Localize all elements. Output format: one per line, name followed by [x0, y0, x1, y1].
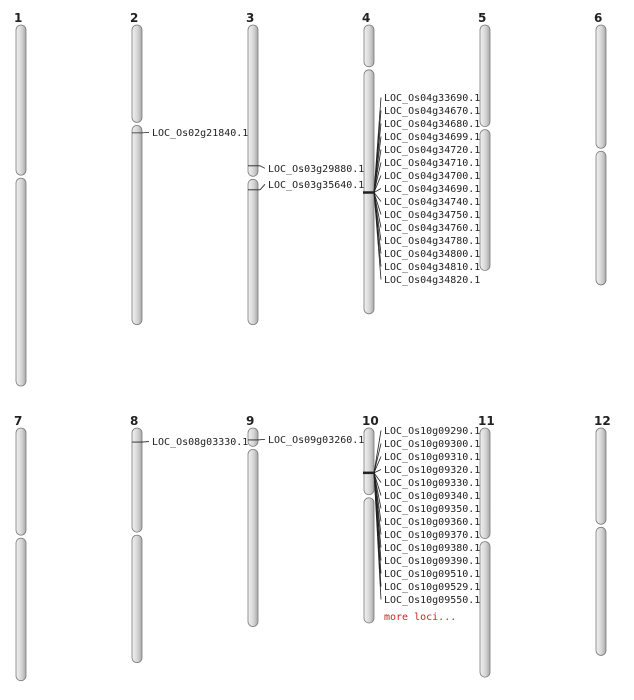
chromosome-p-arm: [480, 25, 490, 127]
chromosome-p-arm: [16, 428, 26, 535]
locus-label: LOC_Os04g34699.1: [384, 132, 481, 143]
chromosome-p-arm: [132, 25, 142, 122]
locus-label: LOC_Os10g09350.1: [384, 504, 481, 515]
locus-label: LOC_Os04g34760.1: [384, 223, 481, 234]
chromosome-3: [246, 11, 364, 325]
chromosome-p-arm: [596, 428, 606, 524]
locus-label: LOC_Os10g09390.1: [384, 556, 481, 567]
locus-label: LOC_Os10g09320.1: [384, 465, 481, 476]
chromosome-p-arm: [248, 428, 258, 446]
chromosome-p-arm: [596, 25, 606, 148]
chromosome-number: 9: [246, 414, 255, 428]
chromosome-q-arm: [480, 130, 490, 271]
locus-label: LOC_Os04g34740.1: [384, 197, 481, 208]
locus-label: LOC_Os10g09300.1: [384, 439, 481, 450]
chromosome-number: 3: [246, 11, 255, 25]
chromosome-q-arm: [132, 125, 142, 324]
more-loci-link[interactable]: more loci...: [384, 612, 457, 623]
locus-label: LOC_Os10g09330.1: [384, 478, 481, 489]
chromosome-12: [594, 414, 611, 655]
chromosome-p-arm: [364, 428, 374, 495]
chromosome-p-arm: [364, 25, 374, 67]
locus-label: LOC_Os09g03260.1: [268, 434, 365, 446]
chromosome-number: 7: [14, 414, 23, 428]
chromosome-7: [14, 414, 26, 681]
chromosome-2: [130, 11, 248, 325]
chromosome-number: 10: [362, 414, 379, 428]
locus-label: LOC_Os10g09360.1: [384, 517, 481, 528]
locus-label: LOC_Os04g34700.1: [384, 171, 481, 182]
locus-label: LOC_Os04g34670.1: [384, 106, 481, 117]
chromosome-number: 1: [14, 11, 23, 25]
locus-label: LOC_Os04g33690.1: [384, 93, 481, 104]
locus-label: LOC_Os10g09340.1: [384, 491, 481, 502]
chromosome-1: [14, 11, 26, 386]
locus-label: LOC_Os10g09380.1: [384, 543, 481, 554]
locus-label: LOC_Os04g34720.1: [384, 145, 481, 156]
chromosome-q-arm: [248, 179, 258, 324]
locus-label: LOC_Os02g21840.1: [152, 127, 249, 139]
chromosome-8: [130, 414, 248, 663]
locus-label: LOC_Os04g34750.1: [384, 210, 481, 221]
chromosome-q-arm: [132, 535, 142, 663]
locus-label: LOC_Os04g34710.1: [384, 158, 481, 169]
chromosome-number: 8: [130, 414, 139, 428]
locus-label: LOC_Os10g09290.1: [384, 426, 481, 437]
chromosome-p-arm: [480, 428, 490, 539]
chromosome-number: 6: [594, 11, 603, 25]
chromosome-q-arm: [596, 527, 606, 655]
chromosome-q-arm: [16, 178, 26, 386]
chromosome-10: [362, 414, 480, 623]
locus-label: LOC_Os04g34680.1: [384, 119, 481, 130]
chromosome-q-arm: [364, 498, 374, 623]
locus-label: LOC_Os10g09529.1: [384, 582, 481, 593]
chromosome-number: 12: [594, 414, 611, 428]
locus-label: LOC_Os04g34810.1: [384, 262, 481, 273]
locus-label: LOC_Os03g29880.1: [268, 163, 365, 175]
locus-label: LOC_Os04g34780.1: [384, 236, 481, 247]
locus-label: LOC_Os04g34820.1: [384, 275, 481, 286]
locus-label: LOC_Os04g34690.1: [384, 184, 481, 195]
chromosome-number: 5: [478, 11, 487, 25]
locus-label: LOC_Os04g34800.1: [384, 249, 481, 260]
chromosome-number: 4: [362, 11, 371, 25]
chromosome-q-arm: [596, 151, 606, 285]
chromosome-p-arm: [132, 428, 142, 532]
chromosome-number: 2: [130, 11, 139, 25]
locus-label: LOC_Os08g03330.1: [152, 437, 249, 449]
locus-label: LOC_Os03g35640.1: [268, 179, 365, 191]
chromosome-q-arm: [16, 538, 26, 681]
locus-connector: [374, 431, 381, 473]
chromosome-q-arm: [248, 449, 258, 626]
chromosome-11: [478, 414, 495, 677]
chromosome-p-arm: [248, 25, 258, 176]
chromosome-q-arm: [480, 542, 490, 677]
locus-label: LOC_Os10g09510.1: [384, 569, 481, 580]
locus-label: LOC_Os10g09310.1: [384, 452, 481, 463]
locus-label: LOC_Os10g09370.1: [384, 530, 481, 541]
chromosome-p-arm: [16, 25, 26, 175]
chromosome-9: [246, 414, 364, 627]
chromosome-4: [362, 11, 480, 314]
chromosome-5: [478, 11, 490, 270]
chromosome-6: [594, 11, 606, 285]
chromosome-number: 11: [478, 414, 495, 428]
locus-label: LOC_Os10g09550.1: [384, 595, 481, 606]
